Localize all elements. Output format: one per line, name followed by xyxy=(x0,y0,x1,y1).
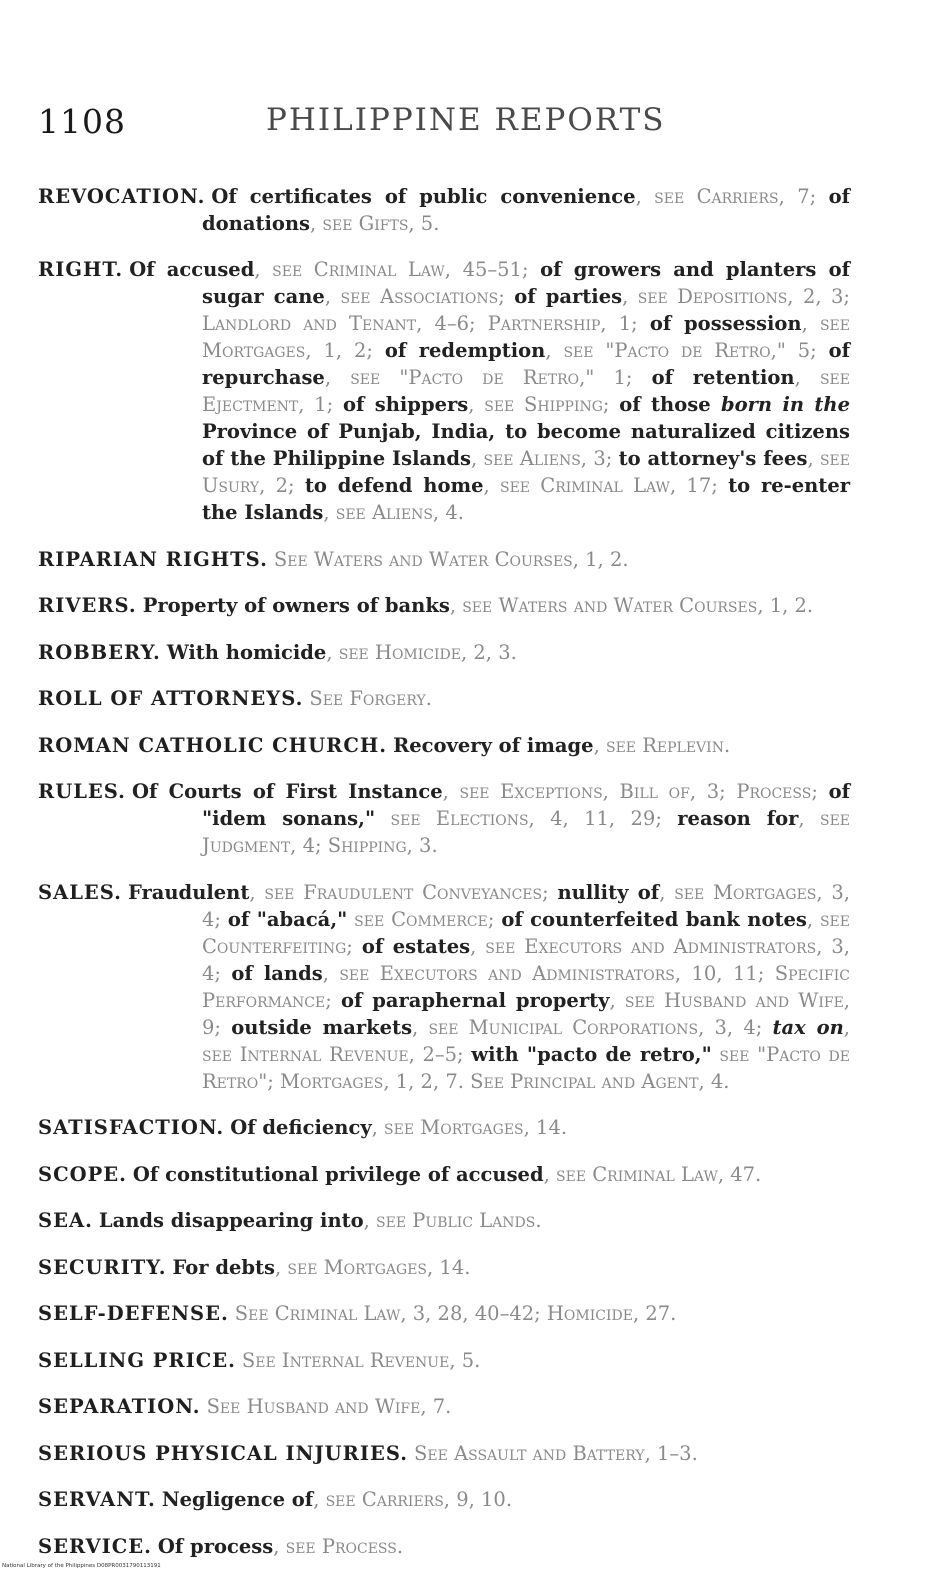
entry-reference: , see Homicide, 2, 3. xyxy=(326,640,517,664)
entry-reference: , see Mortgages, 14. xyxy=(371,1116,568,1139)
entry-headword: SELF-DEFENSE. xyxy=(38,1302,229,1325)
entry-subject: For debts xyxy=(172,1255,276,1279)
index-entry xyxy=(38,1207,850,1234)
entry-subject: to defend home xyxy=(304,474,484,497)
entry-subject: Negligence of xyxy=(161,1488,314,1511)
entry-headword: ROLL OF ATTORNEYS. xyxy=(38,687,304,710)
entry-subject: with "pacto de retro," xyxy=(471,1042,712,1066)
entry-reference: see "Pacto de Retro"; Mortgages, 1, 2, 7. See Principal and Agent, 4. xyxy=(202,1042,850,1093)
entry-reference: , see Usury, 2; xyxy=(202,447,850,497)
index-entry xyxy=(38,639,850,666)
entry-reference: , see Municipal Corporations, 3, 4; xyxy=(412,1015,773,1039)
entry-subject: With homicide xyxy=(166,640,327,664)
index-entry xyxy=(38,1486,850,1513)
index-entry xyxy=(38,879,850,1095)
entry-subject: Of deficiency xyxy=(230,1116,372,1139)
entry-subject: Of constitutional privilege of accused xyxy=(132,1162,544,1186)
entry-reference: , see Process. xyxy=(273,1534,404,1558)
page-header xyxy=(38,102,858,146)
entry-reference: , see Waters and Water Courses, 1, 2. xyxy=(449,594,814,617)
entry-subject: Province of Punjab, India, to become naturalized citizens of the Philippine Islands xyxy=(202,420,850,470)
index-entry xyxy=(38,1161,850,1188)
entry-headword: ROBBERY. xyxy=(38,640,161,664)
entry-reference: See Assault and Battery, 1–3. xyxy=(414,1441,698,1465)
entry-subject: Of certificates of public convenience xyxy=(211,184,636,208)
entry-subject: to attorney's fees xyxy=(618,447,808,470)
entry-subject: of redemption xyxy=(384,339,546,362)
entry-subject: of "abacá," xyxy=(227,907,348,931)
entry-subject: Of accused xyxy=(129,258,255,281)
entry-reference: , see Counterfeiting; xyxy=(202,907,850,958)
index-entry xyxy=(38,592,850,619)
entry-reference: , see Carriers, 7; xyxy=(635,184,829,208)
entry-subject: of repurchase xyxy=(202,339,850,389)
index-entry xyxy=(38,732,850,759)
entry-headword: RIPARIAN RIGHTS. xyxy=(38,547,268,571)
entry-headword: SEPARATION. xyxy=(38,1395,201,1418)
entry-subject: of paraphernal property xyxy=(341,988,610,1012)
entry-subject: nullity of xyxy=(557,880,660,904)
entry-headword: SECURITY. xyxy=(38,1255,167,1279)
entry-headword: SATISFACTION. xyxy=(38,1116,225,1139)
scan-footer-note: National Library of the Philippines D08PR0031790113191 xyxy=(2,1563,161,1569)
index-entry xyxy=(38,685,850,712)
entry-reference: , see Mortgages, 3, 4; xyxy=(202,880,850,931)
entry-reference: , see Criminal Law, 47. xyxy=(543,1162,762,1186)
entry-subject: of lands xyxy=(231,961,323,985)
entry-reference: , see Exceptions, Bill of, 3; Process; xyxy=(442,780,829,803)
entry-reference: , see Gifts, 5. xyxy=(310,211,440,235)
index-entry xyxy=(38,183,850,237)
entry-subject: of estates xyxy=(361,934,471,958)
entry-headword: SERVANT. xyxy=(38,1488,156,1511)
entry-headword: SELLING PRICE. xyxy=(38,1348,236,1372)
entry-reference: , see Judgment, 4; Shipping, 3. xyxy=(202,807,851,857)
entry-reference: See Waters and Water Courses, 1, 2. xyxy=(273,547,629,571)
entry-subject-italic: born in the xyxy=(720,393,850,416)
entry-headword: ROMAN CATHOLIC CHURCH. xyxy=(38,733,388,757)
entry-subject: Lands disappearing into xyxy=(98,1209,364,1232)
entry-subject: of counterfeited bank notes xyxy=(501,907,807,931)
entry-reference: , see Public Lands. xyxy=(363,1209,542,1232)
entry-reference: , see Mortgages, 14. xyxy=(275,1255,471,1279)
entry-reference: See Forgery. xyxy=(309,687,432,710)
entry-subject: Property of owners of banks xyxy=(142,594,450,617)
entry-reference: , see "Pacto de Retro," 5; xyxy=(545,339,829,362)
entry-subject: of possession xyxy=(649,312,802,335)
entry-subject: of donations xyxy=(202,184,850,235)
entry-subject: of "idem sonans," xyxy=(202,780,850,830)
entry-reference: , see Criminal Law, 17; xyxy=(483,474,729,497)
entry-reference: , see Carriers, 9, 10. xyxy=(313,1488,513,1511)
entry-reference: , see Replevin. xyxy=(593,733,731,757)
entry-headword: SCOPE. xyxy=(38,1162,127,1186)
entry-reference: , see Executors and Administrators, 10, 11; Specific Performance; xyxy=(202,961,850,1012)
entry-subject: of retention xyxy=(651,366,795,389)
running-head: PHILIPPINE REPORTS xyxy=(266,102,666,138)
index-entry xyxy=(38,1114,850,1141)
entry-subject: outside markets xyxy=(231,1015,413,1039)
entry-reference: , see Depositions, 2, 3; Landlord and Tenant, 4–6; Partnership, 1; xyxy=(202,285,850,335)
index-entry xyxy=(38,256,850,526)
entry-reference: , see "Pacto de Retro," 1; xyxy=(324,366,652,389)
entry-reference: See Criminal Law, 3, 28, 40–42; Homicide, 27. xyxy=(234,1302,677,1325)
index-entries xyxy=(38,163,850,1567)
index-entry xyxy=(38,546,850,573)
index-entry xyxy=(38,778,850,859)
entry-reference: , see Executors and Administrators, 3, 4; xyxy=(202,934,850,985)
entry-subject-italic: tax on xyxy=(772,1015,844,1039)
entry-reference: , see Criminal Law, 45–51; xyxy=(254,258,541,281)
index-entry xyxy=(38,1347,850,1374)
entry-subject: Of Courts of First Instance xyxy=(131,780,443,803)
entry-reference: See Internal Revenue, 5. xyxy=(241,1348,481,1372)
entry-headword: RIGHT. xyxy=(38,258,124,281)
index-entry xyxy=(38,1393,850,1420)
entry-headword: SALES. xyxy=(38,880,122,904)
entry-subject: reason for xyxy=(677,807,799,830)
entry-reference: , see Ejectment, 1; xyxy=(202,366,850,416)
entry-subject: of growers and planters of sugar cane xyxy=(202,258,850,308)
entry-subject: of parties xyxy=(514,285,623,308)
entry-reference: , see Internal Revenue, 2–5; xyxy=(202,1015,850,1066)
entry-subject: of shippers xyxy=(342,393,469,416)
entry-reference: , see Husband and Wife, 9; xyxy=(202,988,850,1039)
entry-subject: to re-enter the Islands xyxy=(202,474,850,524)
entry-reference: see Elections, 4, 11, 29; xyxy=(375,807,678,830)
entry-subject: of those xyxy=(619,393,721,416)
index-entry xyxy=(38,1533,850,1560)
entry-reference: see Commerce; xyxy=(347,907,502,931)
entry-headword: SEA. xyxy=(38,1209,93,1232)
entry-reference: , see Aliens, 3; xyxy=(470,447,619,470)
index-entry xyxy=(38,1254,850,1281)
entry-headword: RULES. xyxy=(38,780,126,803)
entry-subject: Recovery of image xyxy=(393,733,594,757)
index-entry xyxy=(38,1300,850,1327)
entry-reference: , see Mortgages, 1, 2; xyxy=(202,312,850,362)
entry-reference: , see Shipping; xyxy=(468,393,620,416)
entry-headword: RIVERS. xyxy=(38,594,137,617)
entry-subject: Fraudulent xyxy=(127,880,250,904)
page-number: 1108 xyxy=(38,102,126,141)
entry-headword: SERIOUS PHYSICAL INJURIES. xyxy=(38,1441,409,1465)
entry-reference: , see Associations; xyxy=(324,285,515,308)
entry-subject: Of process xyxy=(157,1534,274,1558)
entry-reference: , see Fraudulent Conveyances; xyxy=(249,880,558,904)
entry-headword: SERVICE. xyxy=(38,1534,152,1558)
entry-reference: See Husband and Wife, 7. xyxy=(206,1395,452,1418)
entry-reference: , see Aliens, 4. xyxy=(323,501,464,524)
entry-headword: REVOCATION. xyxy=(38,184,206,208)
index-entry xyxy=(38,1440,850,1467)
